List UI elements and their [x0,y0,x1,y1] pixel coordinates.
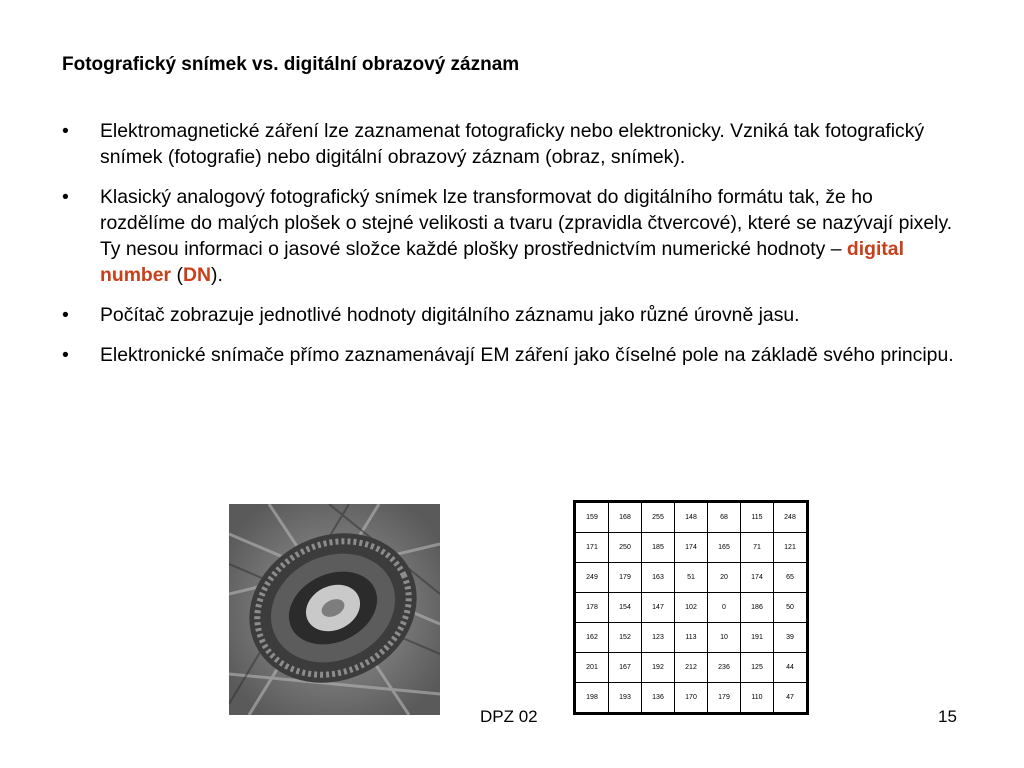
dn-grid-cell: 250 [609,533,642,563]
dn-grid-cell: 113 [675,623,708,653]
dn-grid-cell: 47 [774,683,808,714]
dn-grid-cell: 68 [708,502,741,533]
dn-grid-cell: 159 [575,502,609,533]
dn-grid-cell: 147 [642,593,675,623]
dn-grid-cell: 44 [774,653,808,683]
dn-grid-cell: 50 [774,593,808,623]
dn-grid-cell: 191 [741,623,774,653]
dn-value-grid [573,500,809,715]
bullet-item [62,342,962,368]
dn-grid-row [575,623,808,653]
bullet-marker: • [62,120,69,142]
bullet-text: Elektronické snímače přímo zaznamenávají EM záření jako číselné pole na základě svého principu. [100,344,954,366]
dn-grid-cell: 102 [675,593,708,623]
bullet-item [62,118,962,170]
dn-grid-cell: 115 [741,502,774,533]
dn-grid-cell: 10 [708,623,741,653]
highlight-abbr: DN [182,264,211,286]
bullet-marker: • [62,344,69,366]
dn-grid-cell: 170 [675,683,708,714]
dn-grid-cell: 125 [741,653,774,683]
dn-grid-row [575,563,808,593]
dn-grid-cell: 165 [708,533,741,563]
footer-label: DPZ 02 [480,707,538,726]
page-number: 15 [938,707,957,726]
dn-grid-cell: 174 [741,563,774,593]
dn-grid-row [575,683,808,714]
dn-grid-cell: 168 [609,502,642,533]
dn-grid-cell: 179 [708,683,741,714]
dn-grid-cell: 255 [642,502,675,533]
dn-grid-cell: 20 [708,563,741,593]
bullet-list [62,118,962,382]
dn-grid-cell: 71 [741,533,774,563]
dn-grid-cell: 186 [741,593,774,623]
dn-grid-cell: 65 [774,563,808,593]
dn-grid-row [575,593,808,623]
dn-grid-cell: 162 [575,623,609,653]
dn-grid-cell: 193 [609,683,642,714]
bullet-text: Klasický analogový fotografický snímek lze transformovat do digitálního formátu tak, že ho rozdělíme do malých plošek o stejné velikosti a tvaru (zpravidla čtvercové), které se nazývají pixely. Ty nesou informaci o jasové složce každé plošky prostřednictvím numerické hodnoty – [100,186,953,260]
dn-grid-cell: 236 [708,653,741,683]
dn-grid-cell: 148 [675,502,708,533]
bullet-marker: • [62,186,69,208]
dn-grid-cell: 174 [675,533,708,563]
dn-grid-row [575,533,808,563]
dn-grid-cell: 192 [642,653,675,683]
dn-grid-cell: 121 [774,533,808,563]
dn-grid-cell: 185 [642,533,675,563]
dn-grid-cell: 178 [575,593,609,623]
paren-open: ( [171,264,183,286]
dn-grid-cell: 123 [642,623,675,653]
slide-title: Fotografický snímek vs. digitální obrazový záznam [62,54,520,75]
bullet-item [62,184,962,288]
dn-grid-row [575,653,808,683]
dn-grid-cell: 248 [774,502,808,533]
dn-grid-cell: 154 [609,593,642,623]
dn-grid-cell: 0 [708,593,741,623]
highlight-term: digital number [100,238,904,286]
dn-grid-cell: 167 [609,653,642,683]
dn-grid-row [575,502,808,533]
dn-grid-cell: 201 [575,653,609,683]
dn-grid-cell: 110 [741,683,774,714]
paren-close: ). [210,264,223,286]
bullet-item [62,302,962,328]
dn-grid-cell: 171 [575,533,609,563]
dn-grid-cell: 198 [575,683,609,714]
dn-grid-cell: 249 [575,563,609,593]
aerial-photo-stadium [229,504,440,715]
dn-grid-cell: 39 [774,623,808,653]
aerial-photo-drawing [229,504,440,715]
bullet-text: Elektromagnetické záření lze zaznamenat fotograficky nebo elektronicky. Vzniká tak fotografický snímek (fotografie) nebo digitální obrazový záznam (obraz, snímek). [100,120,925,168]
bullet-text: Počítač zobrazuje jednotlivé hodnoty digitálního záznamu jako různé úrovně jasu. [100,304,800,326]
dn-grid-cell: 136 [642,683,675,714]
dn-grid-cell: 212 [675,653,708,683]
bullet-marker: • [62,304,69,326]
dn-grid-cell: 179 [609,563,642,593]
dn-grid-cell: 51 [675,563,708,593]
dn-grid-cell: 163 [642,563,675,593]
dn-grid-cell: 152 [609,623,642,653]
